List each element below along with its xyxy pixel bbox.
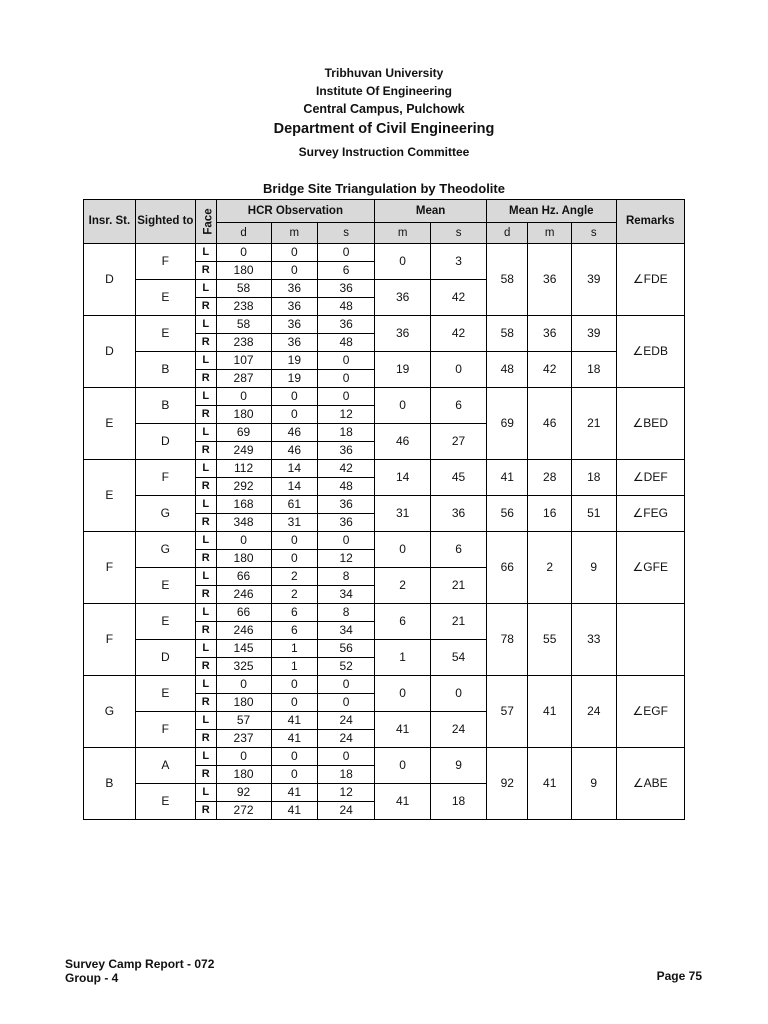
- sighted-cell: E: [135, 784, 195, 820]
- hcr-m-cell: 36: [271, 334, 318, 352]
- face-cell: R: [195, 586, 216, 604]
- hcr-s-cell: 48: [318, 334, 375, 352]
- remark-cell: ∠DEF: [616, 460, 684, 496]
- sighted-cell: A: [135, 748, 195, 784]
- hcr-s-cell: 18: [318, 766, 375, 784]
- header-mean: Mean: [375, 200, 487, 223]
- face-cell: R: [195, 622, 216, 640]
- hcr-s-cell: 36: [318, 442, 375, 460]
- table-body: [84, 244, 685, 820]
- mean-m-cell: 0: [375, 244, 431, 280]
- face-cell: L: [195, 604, 216, 622]
- face-cell: R: [195, 658, 216, 676]
- hcr-d-cell: 145: [216, 640, 271, 658]
- hcr-m-cell: 19: [271, 370, 318, 388]
- station-cell: B: [84, 748, 136, 820]
- header-hcr-d: d: [216, 223, 271, 244]
- angle-s-cell: 9: [571, 532, 616, 604]
- hcr-m-cell: 46: [271, 442, 318, 460]
- angle-s-cell: 24: [571, 676, 616, 748]
- angle-s-cell: 39: [571, 316, 616, 352]
- mean-s-cell: 36: [431, 496, 487, 532]
- angle-d-cell: 56: [487, 496, 528, 532]
- header-face-label: Face: [202, 208, 215, 235]
- face-cell: L: [195, 460, 216, 478]
- table-row: [84, 496, 685, 514]
- hcr-s-cell: 48: [318, 298, 375, 316]
- mean-s-cell: 0: [431, 676, 487, 712]
- hcr-m-cell: 6: [271, 604, 318, 622]
- hcr-m-cell: 19: [271, 352, 318, 370]
- hcr-s-cell: 56: [318, 640, 375, 658]
- hcr-d-cell: 0: [216, 244, 271, 262]
- page-number: Page 75: [656, 969, 702, 983]
- station-cell: E: [84, 460, 136, 532]
- header-mean-angle: Mean Hz. Angle: [487, 200, 617, 223]
- station-cell: E: [84, 388, 136, 460]
- hcr-d-cell: 58: [216, 280, 271, 298]
- sighted-cell: B: [135, 388, 195, 424]
- angle-d-cell: 41: [487, 460, 528, 496]
- face-cell: R: [195, 802, 216, 820]
- mean-s-cell: 21: [431, 604, 487, 640]
- remark-cell: ∠ABE: [616, 748, 684, 820]
- hcr-s-cell: 48: [318, 478, 375, 496]
- hcr-m-cell: 41: [271, 784, 318, 802]
- sighted-cell: E: [135, 676, 195, 712]
- hcr-d-cell: 246: [216, 622, 271, 640]
- hcr-s-cell: 34: [318, 586, 375, 604]
- angle-m-cell: 28: [528, 460, 572, 496]
- angle-m-cell: 41: [528, 748, 572, 820]
- sighted-cell: E: [135, 316, 195, 352]
- sighted-cell: G: [135, 496, 195, 532]
- face-cell: L: [195, 748, 216, 766]
- hcr-s-cell: 34: [318, 622, 375, 640]
- face-cell: R: [195, 406, 216, 424]
- mean-m-cell: 41: [375, 712, 431, 748]
- face-cell: L: [195, 388, 216, 406]
- hcr-d-cell: 66: [216, 568, 271, 586]
- remark-cell: ∠BED: [616, 388, 684, 460]
- face-cell: R: [195, 550, 216, 568]
- hcr-m-cell: 14: [271, 478, 318, 496]
- angle-m-cell: 41: [528, 676, 572, 748]
- angle-s-cell: 18: [571, 352, 616, 388]
- hcr-d-cell: 0: [216, 388, 271, 406]
- remark-cell: ∠EGF: [616, 676, 684, 748]
- face-cell: R: [195, 370, 216, 388]
- mean-m-cell: 46: [375, 424, 431, 460]
- remark-cell: ∠EDB: [616, 316, 684, 388]
- header-face: [195, 200, 216, 244]
- angle-s-cell: 33: [571, 604, 616, 676]
- table-row: [84, 604, 685, 622]
- mean-m-cell: 14: [375, 460, 431, 496]
- hcr-m-cell: 0: [271, 532, 318, 550]
- hcr-d-cell: 0: [216, 676, 271, 694]
- hcr-s-cell: 8: [318, 568, 375, 586]
- hcr-s-cell: 0: [318, 532, 375, 550]
- hcr-m-cell: 0: [271, 694, 318, 712]
- hcr-m-cell: 41: [271, 712, 318, 730]
- report-label: Survey Camp Report - 072: [65, 957, 215, 971]
- hcr-s-cell: 8: [318, 604, 375, 622]
- remark-cell: ∠FDE: [616, 244, 684, 316]
- remark-cell: [616, 604, 684, 676]
- hcr-d-cell: 348: [216, 514, 271, 532]
- hcr-s-cell: 12: [318, 550, 375, 568]
- hcr-m-cell: 41: [271, 730, 318, 748]
- angle-d-cell: 48: [487, 352, 528, 388]
- angle-m-cell: 55: [528, 604, 572, 676]
- hcr-d-cell: 168: [216, 496, 271, 514]
- header-station: Insr. St.: [84, 200, 136, 244]
- station-cell: F: [84, 604, 136, 676]
- mean-m-cell: 0: [375, 748, 431, 784]
- hcr-d-cell: 69: [216, 424, 271, 442]
- mean-m-cell: 36: [375, 316, 431, 352]
- hcr-s-cell: 24: [318, 712, 375, 730]
- hcr-d-cell: 107: [216, 352, 271, 370]
- header-hcr-m: m: [271, 223, 318, 244]
- hcr-m-cell: 36: [271, 298, 318, 316]
- face-cell: R: [195, 766, 216, 784]
- mean-s-cell: 6: [431, 532, 487, 568]
- face-cell: L: [195, 280, 216, 298]
- angle-d-cell: 66: [487, 532, 528, 604]
- sighted-cell: G: [135, 532, 195, 568]
- remark-cell: ∠FEG: [616, 496, 684, 532]
- angle-m-cell: 46: [528, 388, 572, 460]
- face-cell: L: [195, 244, 216, 262]
- face-cell: R: [195, 298, 216, 316]
- hcr-m-cell: 36: [271, 280, 318, 298]
- hcr-d-cell: 272: [216, 802, 271, 820]
- face-cell: L: [195, 640, 216, 658]
- hcr-m-cell: 1: [271, 640, 318, 658]
- hcr-m-cell: 41: [271, 802, 318, 820]
- sighted-cell: E: [135, 568, 195, 604]
- face-cell: L: [195, 532, 216, 550]
- header-mean-s: s: [431, 223, 487, 244]
- mean-m-cell: 1: [375, 640, 431, 676]
- header-hcr-s: s: [318, 223, 375, 244]
- table-row: [84, 244, 685, 262]
- hcr-m-cell: 0: [271, 262, 318, 280]
- hcr-m-cell: 31: [271, 514, 318, 532]
- mean-m-cell: 41: [375, 784, 431, 820]
- hcr-m-cell: 1: [271, 658, 318, 676]
- hcr-d-cell: 180: [216, 694, 271, 712]
- hcr-m-cell: 2: [271, 586, 318, 604]
- hcr-m-cell: 14: [271, 460, 318, 478]
- hcr-s-cell: 24: [318, 802, 375, 820]
- hcr-d-cell: 66: [216, 604, 271, 622]
- station-cell: D: [84, 244, 136, 316]
- hcr-m-cell: 0: [271, 550, 318, 568]
- header-angle-m: m: [528, 223, 572, 244]
- face-cell: L: [195, 316, 216, 334]
- sighted-cell: D: [135, 424, 195, 460]
- angle-m-cell: 2: [528, 532, 572, 604]
- station-cell: D: [84, 316, 136, 388]
- hcr-d-cell: 249: [216, 442, 271, 460]
- mean-s-cell: 42: [431, 280, 487, 316]
- face-cell: L: [195, 568, 216, 586]
- hcr-m-cell: 0: [271, 676, 318, 694]
- angle-d-cell: 57: [487, 676, 528, 748]
- hcr-m-cell: 46: [271, 424, 318, 442]
- hcr-s-cell: 6: [318, 262, 375, 280]
- angle-d-cell: 69: [487, 388, 528, 460]
- angle-s-cell: 39: [571, 244, 616, 316]
- mean-m-cell: 19: [375, 352, 431, 388]
- header-sighted: Sighted to: [135, 200, 195, 244]
- mean-m-cell: 0: [375, 388, 431, 424]
- hcr-s-cell: 0: [318, 694, 375, 712]
- hcr-s-cell: 42: [318, 460, 375, 478]
- mean-s-cell: 0: [431, 352, 487, 388]
- face-cell: R: [195, 442, 216, 460]
- angle-s-cell: 21: [571, 388, 616, 460]
- mean-m-cell: 0: [375, 676, 431, 712]
- campus-name: Central Campus, Pulchowk: [303, 102, 465, 116]
- hcr-d-cell: 237: [216, 730, 271, 748]
- face-cell: R: [195, 694, 216, 712]
- mean-m-cell: 2: [375, 568, 431, 604]
- mean-s-cell: 3: [431, 244, 487, 280]
- triangulation-table: [83, 199, 685, 820]
- hcr-s-cell: 0: [318, 352, 375, 370]
- face-cell: L: [195, 496, 216, 514]
- angle-d-cell: 92: [487, 748, 528, 820]
- mean-s-cell: 24: [431, 712, 487, 748]
- hcr-m-cell: 2: [271, 568, 318, 586]
- mean-s-cell: 18: [431, 784, 487, 820]
- hcr-d-cell: 112: [216, 460, 271, 478]
- angle-d-cell: 58: [487, 244, 528, 316]
- face-cell: R: [195, 334, 216, 352]
- hcr-s-cell: 18: [318, 424, 375, 442]
- hcr-d-cell: 180: [216, 262, 271, 280]
- sighted-cell: D: [135, 640, 195, 676]
- angle-s-cell: 51: [571, 496, 616, 532]
- mean-s-cell: 45: [431, 460, 487, 496]
- hcr-d-cell: 238: [216, 334, 271, 352]
- mean-s-cell: 9: [431, 748, 487, 784]
- hcr-d-cell: 180: [216, 766, 271, 784]
- hcr-s-cell: 0: [318, 676, 375, 694]
- hcr-d-cell: 92: [216, 784, 271, 802]
- table-row: [84, 748, 685, 766]
- angle-m-cell: 42: [528, 352, 572, 388]
- hcr-d-cell: 57: [216, 712, 271, 730]
- hcr-s-cell: 0: [318, 748, 375, 766]
- header-angle-s: s: [571, 223, 616, 244]
- hcr-s-cell: 36: [318, 496, 375, 514]
- table-row: [84, 532, 685, 550]
- hcr-d-cell: 292: [216, 478, 271, 496]
- face-cell: L: [195, 712, 216, 730]
- hcr-m-cell: 61: [271, 496, 318, 514]
- sighted-cell: B: [135, 352, 195, 388]
- hcr-d-cell: 0: [216, 748, 271, 766]
- hcr-m-cell: 0: [271, 766, 318, 784]
- hcr-m-cell: 36: [271, 316, 318, 334]
- mean-s-cell: 21: [431, 568, 487, 604]
- hcr-m-cell: 0: [271, 244, 318, 262]
- station-cell: F: [84, 532, 136, 604]
- sighted-cell: F: [135, 244, 195, 280]
- face-cell: L: [195, 352, 216, 370]
- mean-m-cell: 6: [375, 604, 431, 640]
- table-title: Bridge Site Triangulation by Theodolite: [263, 181, 505, 196]
- face-cell: R: [195, 478, 216, 496]
- face-cell: L: [195, 676, 216, 694]
- hcr-d-cell: 58: [216, 316, 271, 334]
- table-row: [84, 676, 685, 694]
- header-angle-d: d: [487, 223, 528, 244]
- hcr-s-cell: 12: [318, 406, 375, 424]
- table-row: [84, 460, 685, 478]
- angle-s-cell: 9: [571, 748, 616, 820]
- angle-m-cell: 36: [528, 244, 572, 316]
- sighted-cell: E: [135, 280, 195, 316]
- header-hcr: HCR Observation: [216, 200, 375, 223]
- group-label: Group - 4: [65, 971, 119, 985]
- mean-m-cell: 36: [375, 280, 431, 316]
- station-cell: G: [84, 676, 136, 748]
- institute-name: Institute Of Engineering: [315, 84, 452, 98]
- mean-s-cell: 54: [431, 640, 487, 676]
- hcr-s-cell: 36: [318, 514, 375, 532]
- table-row: [84, 352, 685, 370]
- mean-s-cell: 27: [431, 424, 487, 460]
- hcr-m-cell: 0: [271, 748, 318, 766]
- angle-d-cell: 58: [487, 316, 528, 352]
- hcr-d-cell: 0: [216, 532, 271, 550]
- department-name: Department of Civil Engineering: [273, 121, 495, 137]
- face-cell: R: [195, 514, 216, 532]
- hcr-s-cell: 36: [318, 316, 375, 334]
- mean-m-cell: 31: [375, 496, 431, 532]
- committee-name: Survey Instruction Committee: [298, 145, 470, 159]
- hcr-d-cell: 180: [216, 550, 271, 568]
- sighted-cell: F: [135, 712, 195, 748]
- hcr-s-cell: 0: [318, 244, 375, 262]
- face-cell: L: [195, 784, 216, 802]
- hcr-m-cell: 0: [271, 406, 318, 424]
- header-mean-m: m: [375, 223, 431, 244]
- hcr-s-cell: 24: [318, 730, 375, 748]
- header-remarks: Remarks: [616, 200, 684, 244]
- sighted-cell: E: [135, 604, 195, 640]
- hcr-s-cell: 0: [318, 388, 375, 406]
- mean-s-cell: 6: [431, 388, 487, 424]
- hcr-m-cell: 6: [271, 622, 318, 640]
- angle-m-cell: 16: [528, 496, 572, 532]
- angle-d-cell: 78: [487, 604, 528, 676]
- mean-m-cell: 0: [375, 532, 431, 568]
- face-cell: R: [195, 730, 216, 748]
- hcr-s-cell: 36: [318, 280, 375, 298]
- hcr-s-cell: 52: [318, 658, 375, 676]
- sighted-cell: F: [135, 460, 195, 496]
- hcr-s-cell: 12: [318, 784, 375, 802]
- face-cell: L: [195, 424, 216, 442]
- hcr-d-cell: 180: [216, 406, 271, 424]
- remark-cell: ∠GFE: [616, 532, 684, 604]
- face-cell: R: [195, 262, 216, 280]
- angle-m-cell: 36: [528, 316, 572, 352]
- table-row: [84, 316, 685, 334]
- hcr-m-cell: 0: [271, 388, 318, 406]
- table-row: [84, 388, 685, 406]
- angle-s-cell: 18: [571, 460, 616, 496]
- university-name: Tribhuvan University: [324, 66, 444, 80]
- hcr-d-cell: 238: [216, 298, 271, 316]
- mean-s-cell: 42: [431, 316, 487, 352]
- hcr-d-cell: 287: [216, 370, 271, 388]
- hcr-d-cell: 246: [216, 586, 271, 604]
- hcr-s-cell: 0: [318, 370, 375, 388]
- hcr-d-cell: 325: [216, 658, 271, 676]
